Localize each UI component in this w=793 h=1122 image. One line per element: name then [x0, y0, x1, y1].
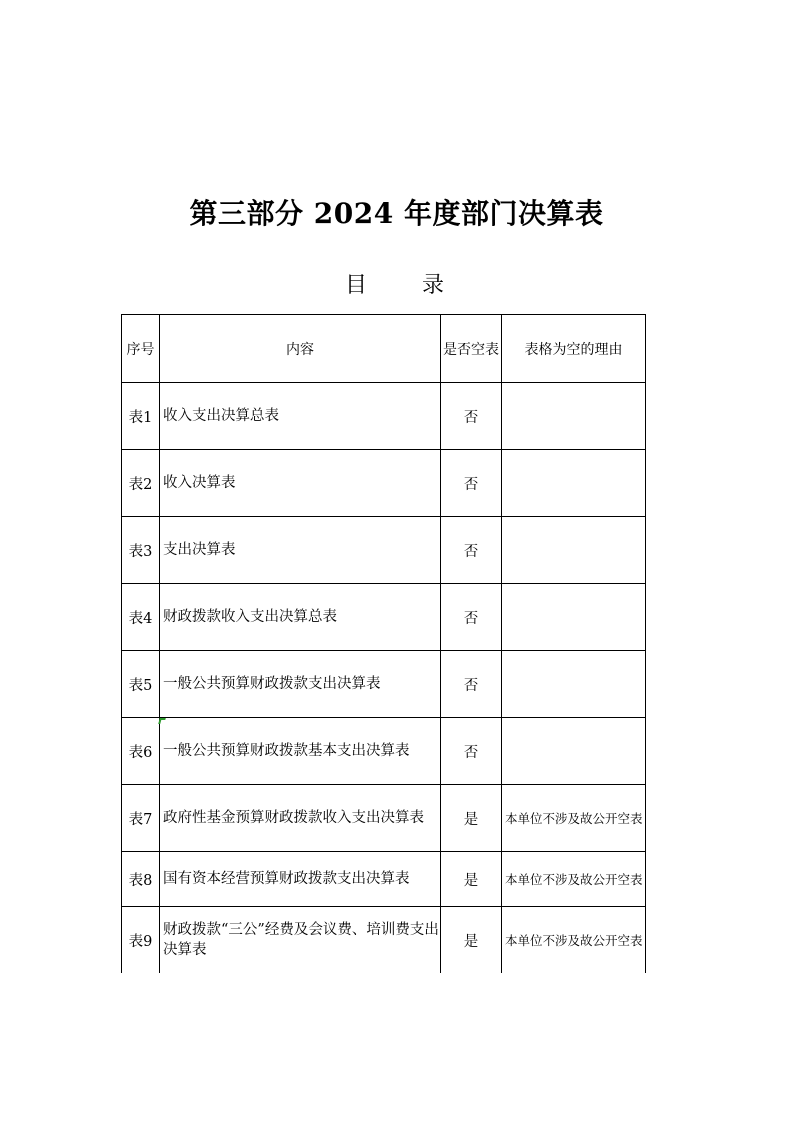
row-reason	[502, 517, 646, 584]
row-is-empty: 是	[441, 907, 502, 974]
table-row	[122, 517, 646, 584]
row-seq: 表4	[122, 584, 160, 651]
row-reason	[502, 584, 646, 651]
table-row	[122, 852, 646, 907]
table-row	[122, 383, 646, 450]
row-is-empty: 否	[441, 517, 502, 584]
table-row	[122, 651, 646, 718]
row-content: 财政拨款收入支出决算总表	[160, 584, 441, 651]
row-seq: 表6	[122, 718, 160, 785]
row-seq: 表3	[122, 517, 160, 584]
row-is-empty: 是	[441, 785, 502, 852]
row-reason: 本单位不涉及故公开空表	[502, 852, 646, 907]
row-is-empty: 是	[441, 852, 502, 907]
row-seq: 表2	[122, 450, 160, 517]
header-seq: 序号	[122, 315, 160, 383]
row-reason	[502, 718, 646, 785]
table-row	[122, 450, 646, 517]
row-content: 收入决算表	[160, 450, 441, 517]
row-seq: 表8	[122, 852, 160, 907]
row-seq: 表9	[122, 907, 160, 974]
row-reason: 本单位不涉及故公开空表	[502, 907, 646, 974]
row-reason	[502, 383, 646, 450]
toc-table	[121, 314, 646, 973]
row-is-empty: 否	[441, 450, 502, 517]
table-header-row	[122, 315, 646, 383]
row-content: 政府性基金预算财政拨款收入支出决算表	[160, 785, 441, 852]
row-content: 支出决算表	[160, 517, 441, 584]
page-title: 第三部分 2024 年度部门决算表	[189, 197, 604, 230]
table-row	[122, 718, 646, 785]
table-row	[122, 907, 646, 974]
row-content: 国有资本经营预算财政拨款支出决算表	[160, 852, 441, 907]
row-content: 收入支出决算总表	[160, 383, 441, 450]
header-reason: 表格为空的理由	[502, 315, 646, 383]
row-is-empty: 否	[441, 383, 502, 450]
row-is-empty: 否	[441, 651, 502, 718]
row-content: 财政拨款“三公”经费及会议费、培训费支出决算表	[160, 907, 441, 974]
row-reason: 本单位不涉及故公开空表	[502, 785, 646, 852]
row-seq: 表1	[122, 383, 160, 450]
header-is-empty: 是否空表	[441, 315, 502, 383]
row-seq: 表7	[122, 785, 160, 852]
row-content: 一般公共预算财政拨款支出决算表	[160, 651, 441, 718]
row-is-empty: 否	[441, 718, 502, 785]
header-content: 内容	[160, 315, 441, 383]
row-reason	[502, 651, 646, 718]
row-reason	[502, 450, 646, 517]
row-content: 一般公共预算财政拨款基本支出决算表	[160, 718, 441, 785]
row-seq: 表5	[122, 651, 160, 718]
table-row	[122, 584, 646, 651]
row-is-empty: 否	[441, 584, 502, 651]
toc-heading: 目 录	[345, 273, 468, 298]
table-row	[122, 785, 646, 852]
